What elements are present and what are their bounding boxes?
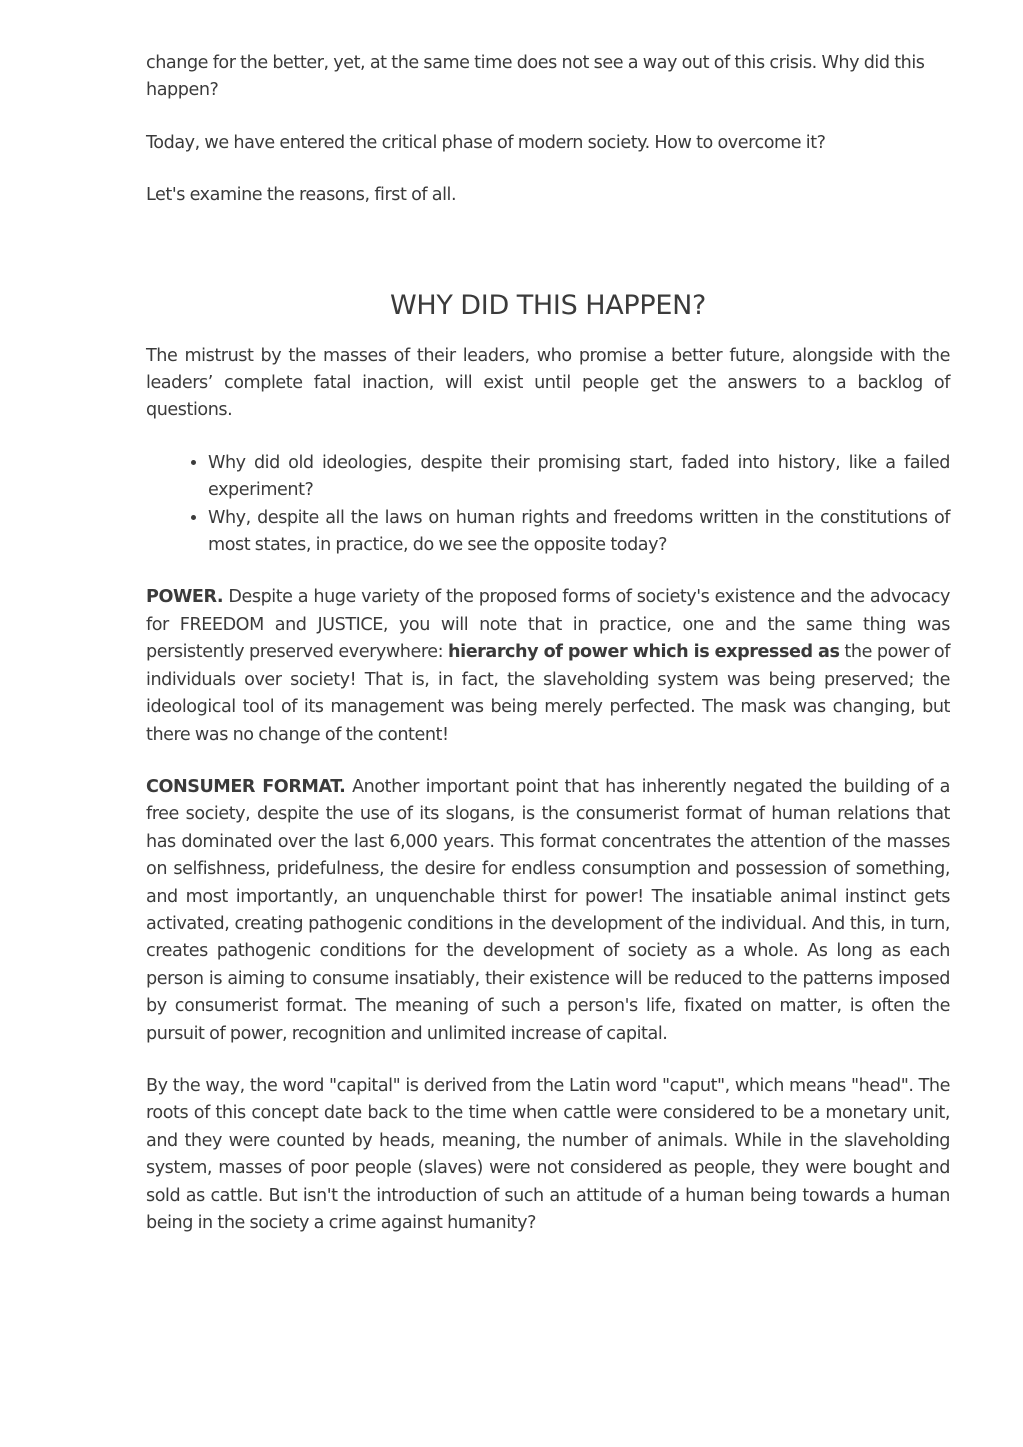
consumer-lead: CONSUMER FORMAT. bbox=[146, 776, 346, 797]
intro-paragraph-2: Today, we have entered the critical phase of modern society. How to overcome it? bbox=[146, 132, 826, 153]
intro-paragraph-1: change for the better, yet, at the same time does not see a way out of this crisis. Why did this happen? bbox=[146, 53, 925, 101]
question-item-2: • Why, despite all the laws on human rights and freedoms written in the constitutions of most states, in practice, do we see the opposite today? bbox=[208, 505, 950, 560]
power-paragraph bbox=[146, 584, 950, 748]
document-page bbox=[146, 50, 950, 1262]
consumer-text: Another important point that has inherently negated the building of a free society, despite the use of its slogans, is the consumerist format of human relations that has dominated over the last 6,000 years. This format concentrates the attention of the masses on selfishness, pridefulness, the desire for endless consumption and possession of something, and most importantly, an unquenchable thirst for power! The insatiable animal instinct gets activated, creating pathogenic conditions in the development of the individual. And this, in turn, creates pathogenic conditions for the development of society as a whole. As long as each person is aiming to consume insatiably, their existence will be reduced to the patterns imposed by consumerist format. The meaning of such a person's life, fixated on matter, is often the pursuit of power, recognition and unlimited increase of capital. bbox=[146, 776, 951, 1044]
section-heading: WHY DID THIS HAPPEN? bbox=[389, 289, 707, 321]
consumer-paragraph bbox=[146, 774, 950, 1048]
power-text-2: the power of individuals over society! That is, in fact, the slaveholding system was being preserved; the ideological tool of its management was being merely perfected. The mask was changing, but there was no change of the content! bbox=[146, 642, 950, 745]
power-emphasis: hierarchy of power which is expressed as bbox=[448, 642, 840, 663]
power-lead: POWER. bbox=[146, 587, 224, 608]
intro-paragraph-3: Let's examine the reasons, first of all. bbox=[146, 185, 457, 206]
mistrust-paragraph: The mistrust by the masses of their leaders, who promise a better future, alongside with the leaders’ complete fatal inaction, will exist until people get the answers to a backlog of questions. bbox=[146, 345, 950, 421]
question-item-1: • Why did old ideologies, despite their promising start, faded into history, like a failed experiment? bbox=[208, 450, 950, 505]
power-text-1: Despite a huge variety of the proposed forms of society's existence and the advocacy for FREEDOM and JUSTICE, you will note that in practice, one and the same thing was persistently preserved everywhere: bbox=[146, 587, 950, 663]
questions-list bbox=[146, 450, 950, 560]
capital-paragraph: By the way, the word "capital" is derived from the Latin word "caput", which means "head". The roots of this concept date back to the time when cattle were considered to be a monetary unit, and they were counted by heads, meaning, the number of animals. While in the slaveholding system, masses of poor people (slaves) were not considered as people, they were bought and sold as cattle. But isn't the introduction of such an attitude of a human being towards a human being in the society a crime against humanity? bbox=[146, 1075, 950, 1233]
